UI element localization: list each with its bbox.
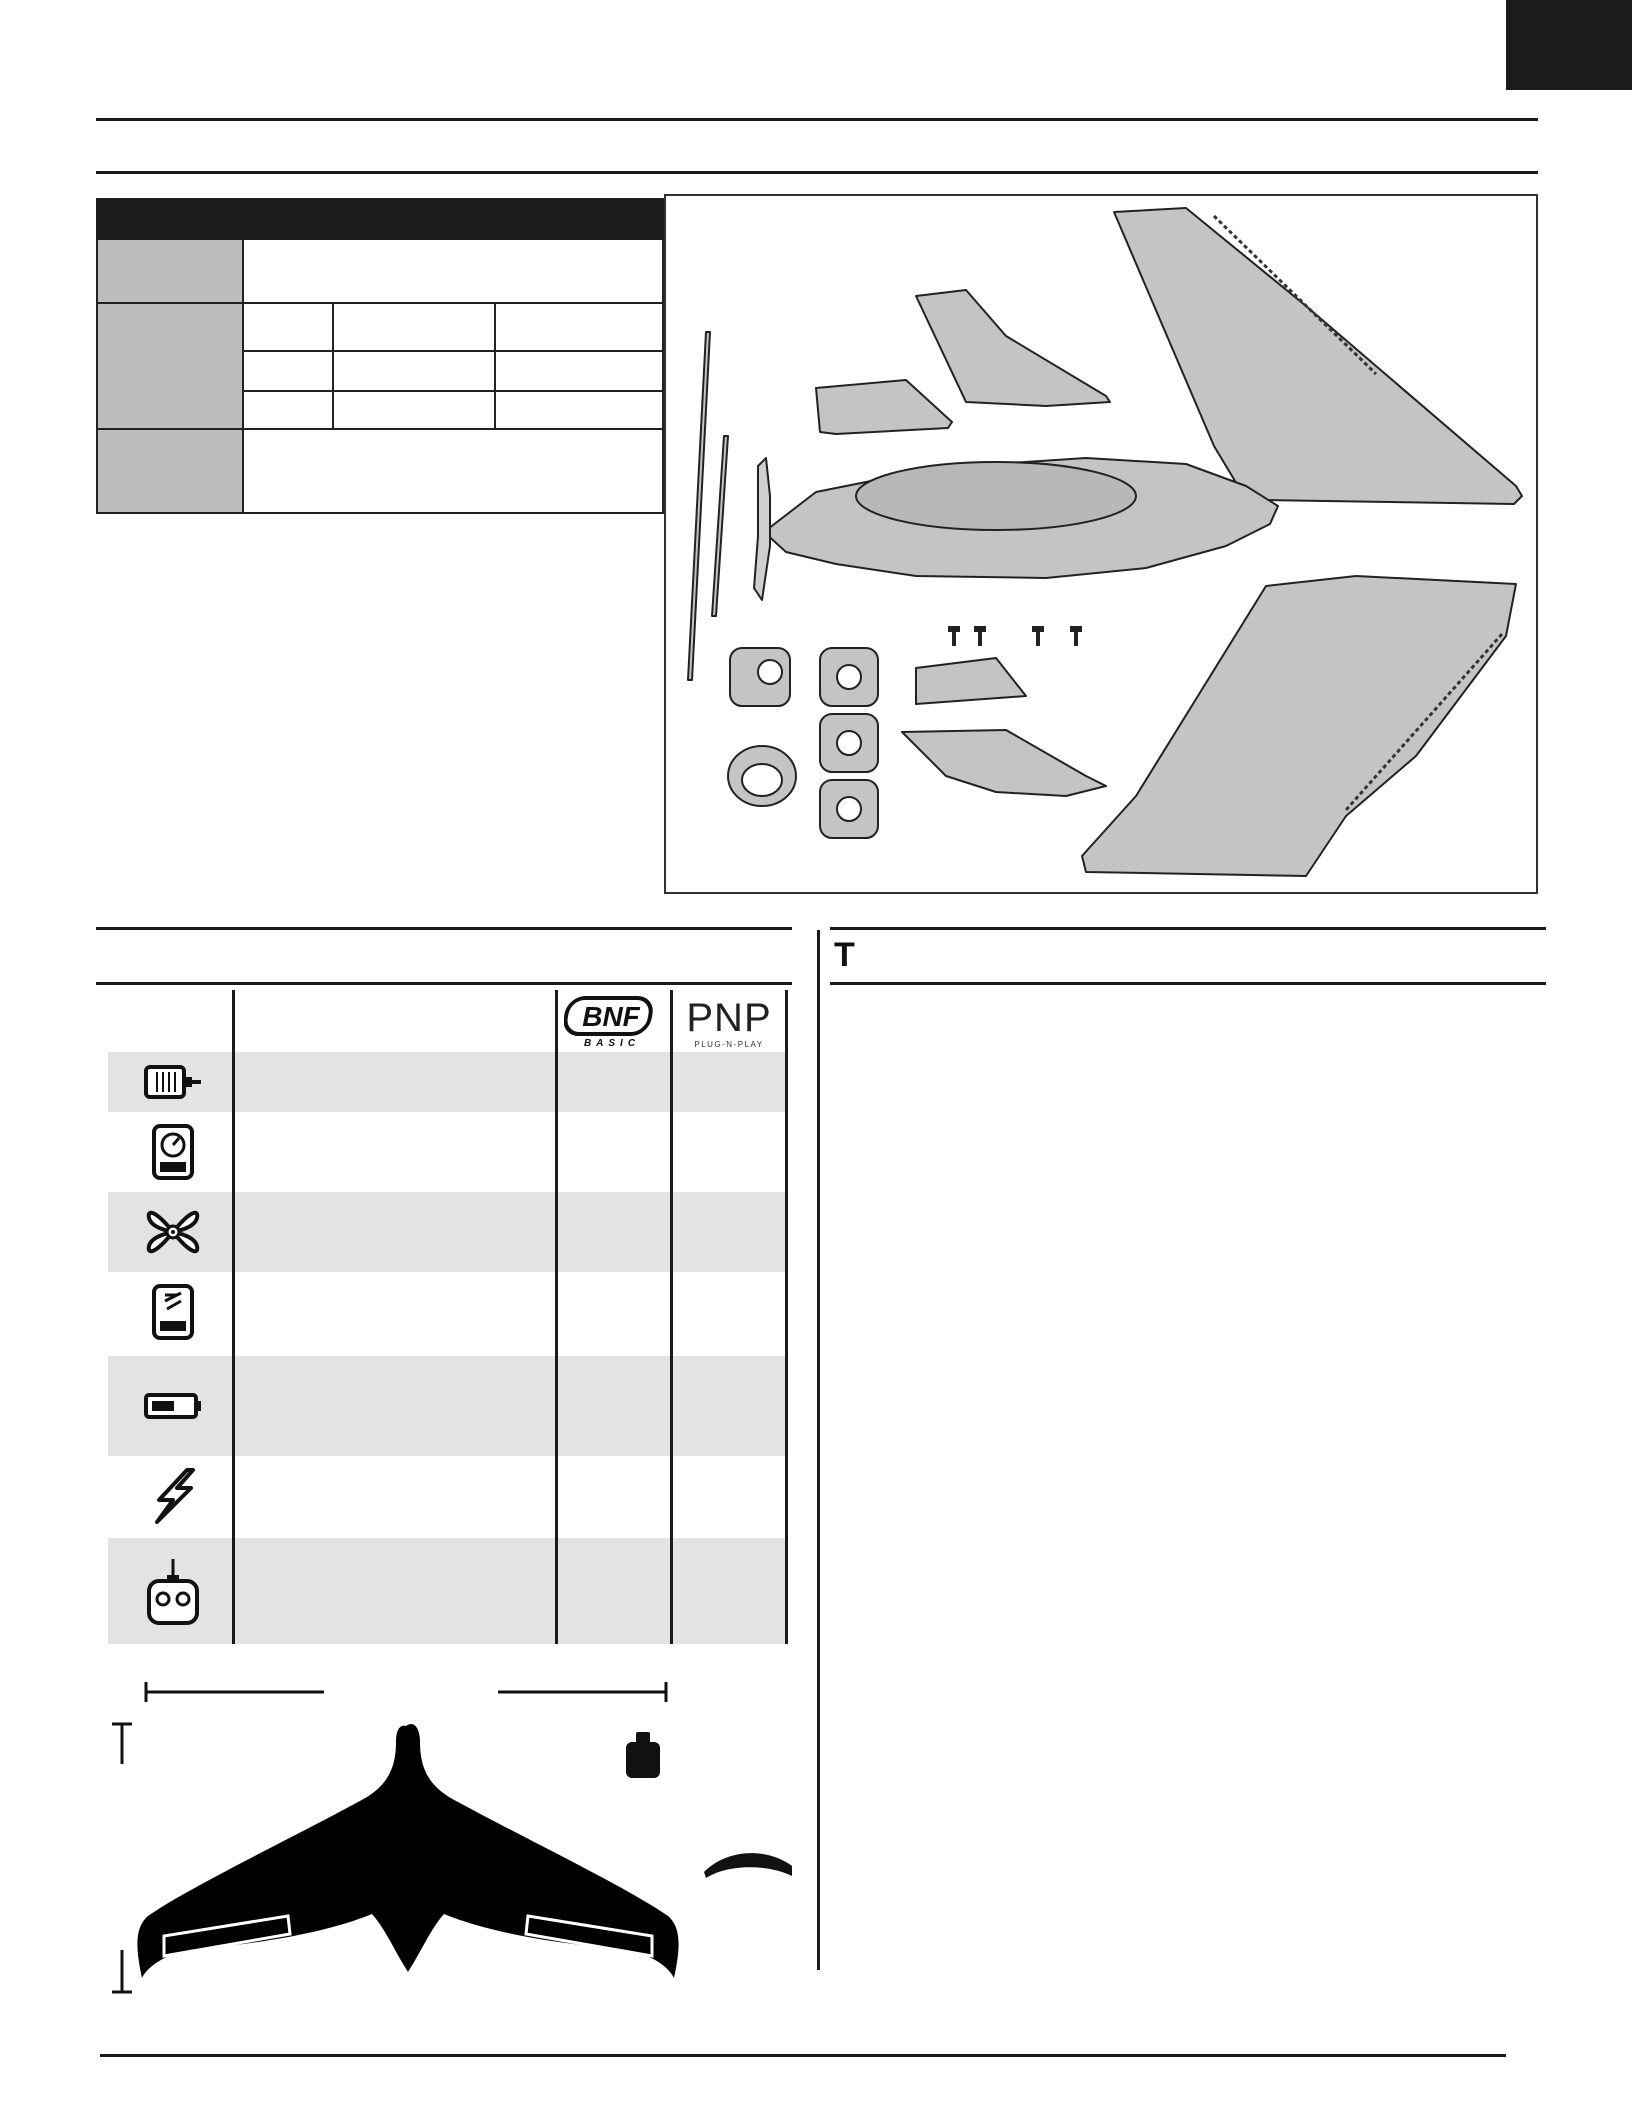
left-section-rule-top xyxy=(96,927,792,930)
aircraft-spec-figure xyxy=(108,1680,808,2000)
contents-label-cell-1 xyxy=(96,240,244,304)
left-wing-part xyxy=(1082,576,1516,876)
table-row xyxy=(108,1456,788,1536)
table-row xyxy=(108,1052,788,1112)
left-section-rule-bottom xyxy=(96,982,792,985)
right-section-title: T xyxy=(834,936,855,974)
canopy-part xyxy=(856,462,1136,530)
aircraft-silhouette xyxy=(137,1724,678,1978)
esc-icon xyxy=(138,1112,208,1192)
bnf-basic-logo xyxy=(564,994,656,1048)
table-row xyxy=(108,1356,788,1456)
contents-label-cell-2 xyxy=(96,304,244,430)
fin-small-upper xyxy=(816,380,952,434)
table-row xyxy=(108,1538,788,1644)
footer-rule xyxy=(100,2054,1506,2057)
column-divider xyxy=(817,930,820,1970)
vertical-fin-lower xyxy=(902,730,1106,796)
table-row xyxy=(108,1192,788,1272)
length-dimension xyxy=(112,1724,132,1992)
charger-icon xyxy=(138,1456,208,1536)
wing-spar-rod-2 xyxy=(712,436,728,616)
wing-spar-rod-1 xyxy=(688,332,710,680)
weight-icon xyxy=(626,1732,660,1778)
pnp-logo: PNP PLUG-N-PLAY xyxy=(686,996,772,1049)
receiver-icon xyxy=(138,1272,208,1352)
fin-small-lower xyxy=(916,658,1026,704)
contents-label-cell-3 xyxy=(96,430,244,514)
box-contents-table xyxy=(96,198,664,514)
motor-icon xyxy=(138,1052,208,1112)
right-wing-part xyxy=(1114,208,1522,504)
right-section-rule-bottom xyxy=(830,982,1546,985)
battery-icon xyxy=(138,1356,208,1456)
required-items-table xyxy=(108,990,788,1644)
header-rule-bottom xyxy=(96,171,1538,174)
page-corner-tab xyxy=(1506,0,1632,90)
transmitter-icon xyxy=(138,1538,208,1644)
airfoil-icon xyxy=(704,1853,792,1878)
table-row xyxy=(108,1272,788,1352)
header-rule-top xyxy=(96,118,1538,121)
propeller-part xyxy=(754,458,770,600)
parts-drawing xyxy=(666,196,1536,892)
vertical-fin-upper xyxy=(916,290,1110,406)
wingspan-dimension xyxy=(146,1682,666,1702)
contents-table-header xyxy=(96,198,664,240)
right-section-rule-top xyxy=(830,927,1546,930)
propeller-icon xyxy=(138,1192,208,1272)
parts-illustration xyxy=(664,194,1538,894)
table-row xyxy=(108,1112,788,1182)
svg-text:BASIC: BASIC xyxy=(583,1038,641,1049)
svg-text:BNF: BNF xyxy=(582,1001,640,1032)
